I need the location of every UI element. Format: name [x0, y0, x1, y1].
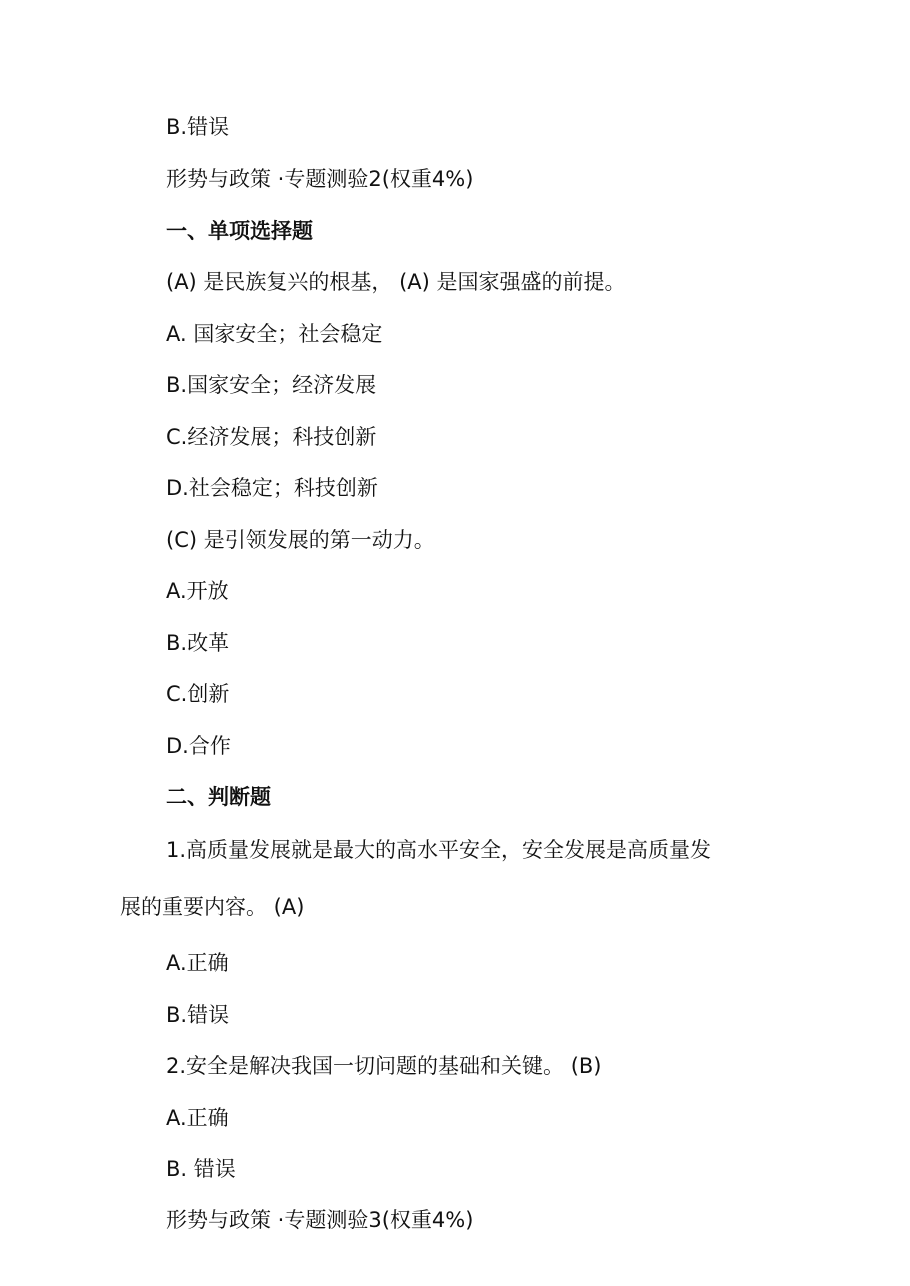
option-c: C.经济发展；科技创新	[166, 425, 377, 449]
section-heading-single-choice: 一、单项选择题	[166, 219, 313, 243]
section-heading-true-false: 二、判断题	[166, 785, 271, 809]
option-b-wrong-prev: B.错误	[166, 115, 230, 139]
quiz-title-2: 形势与政策 ·专题测验2(权重4%)	[166, 167, 474, 191]
option-a: A.正确	[166, 951, 229, 975]
option-b: B.错误	[166, 1003, 230, 1027]
question-text: (C) 是引领发展的第一动力。	[166, 528, 435, 552]
option-a: A. 国家安全；社会稳定	[166, 322, 383, 346]
option-b: B. 错误	[166, 1157, 236, 1181]
option-b: B.改革	[166, 631, 230, 655]
question-text: (A) 是民族复兴的根基， (A) 是国家强盛的前提。	[166, 270, 626, 294]
question-text-continued: 展的重要内容。 (A)	[120, 895, 305, 919]
option-b: B.国家安全；经济发展	[166, 373, 377, 397]
option-a: A.正确	[166, 1106, 229, 1130]
option-d: D.社会稳定；科技创新	[166, 476, 378, 500]
option-d: D.合作	[166, 734, 231, 758]
option-a: A.开放	[166, 579, 229, 603]
quiz-title-3: 形势与政策 ·专题测验3(权重4%)	[166, 1208, 474, 1232]
option-c: C.创新	[166, 682, 230, 706]
question-text: 1.高质量发展就是最大的高水平安全，安全发展是高质量发	[166, 838, 712, 862]
question-text: 2.安全是解决我国一切问题的基础和关键。 (B)	[166, 1054, 602, 1078]
